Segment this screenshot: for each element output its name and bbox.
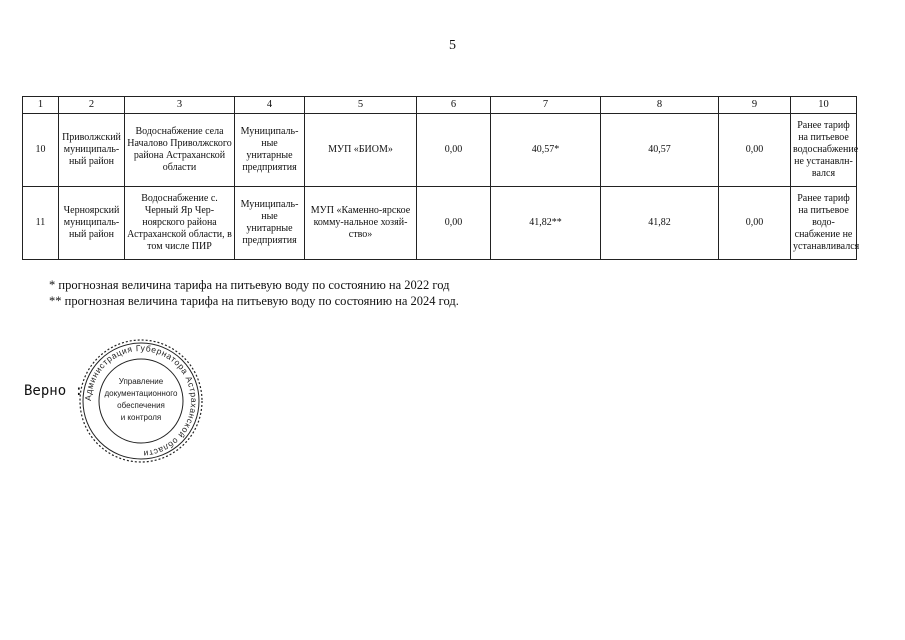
table-cell: Приволжский муниципаль-ный район [59,114,125,187]
footnote: ** прогнозная величина тарифа на питьевую воду по состоянию на 2024 год. [49,294,459,308]
table-cell: 0,00 [719,114,791,187]
header-row [23,97,857,114]
column-header: 7 [491,97,601,114]
column-header: 8 [601,97,719,114]
table-cell: 11 [23,187,59,260]
stamp-center-line: и контроля [120,413,162,422]
table-cell: 40,57 [601,114,719,187]
column-header: 9 [719,97,791,114]
table-cell: Водоснабжение с. Черный Яр Чер-ноярского района Астраханской области, в том числе ПИР [125,187,235,260]
column-header: 2 [59,97,125,114]
stamp-center-line: обеспечения [117,401,165,410]
table-cell: Ранее тариф на питьевое водо-снабжение не устанавливался [791,187,857,260]
table-cell: Черноярский муниципаль-ный район [59,187,125,260]
table-cell: 0,00 [417,114,491,187]
table-cell: 41,82** [491,187,601,260]
table-cell: МУП «Каменно-ярское комму-нальное хозяй-ство» [305,187,417,260]
stamp [78,338,204,464]
table-cell: МУП «БИОМ» [305,114,417,187]
table-row [23,187,857,260]
stamp-center-line: Управление [118,377,164,386]
verno-label: Верно : [24,383,84,399]
table-cell: 41,82 [601,187,719,260]
table-cell: 40,57* [491,114,601,187]
table-cell: Муниципаль-ные унитарные предприятия [235,114,305,187]
footnotes [49,277,459,309]
column-header: 1 [23,97,59,114]
column-header: 10 [791,97,857,114]
page-number: 5 [449,38,456,53]
table-cell: Водоснабжение села Началово Приволжского района Астраханской области [125,114,235,187]
column-header: 4 [235,97,305,114]
table-cell: Муниципаль-ные унитарные предприятия [235,187,305,260]
stamp-ring-text: Администрация Губернатора Астраханской области [82,342,200,460]
table-cell: 0,00 [719,187,791,260]
column-header: 5 [305,97,417,114]
table-cell: 0,00 [417,187,491,260]
column-header: 3 [125,97,235,114]
stamp-center-line: документационного [104,389,178,398]
footnote: * прогнозная величина тарифа на питьевую воду по состоянию на 2022 год [49,278,450,292]
tariff-table [22,96,860,260]
table-cell: Ранее тариф на питьевое водоснабжение не устанавлн-вался [791,114,857,187]
table-row [23,114,857,187]
table-cell: 10 [23,114,59,187]
column-header: 6 [417,97,491,114]
